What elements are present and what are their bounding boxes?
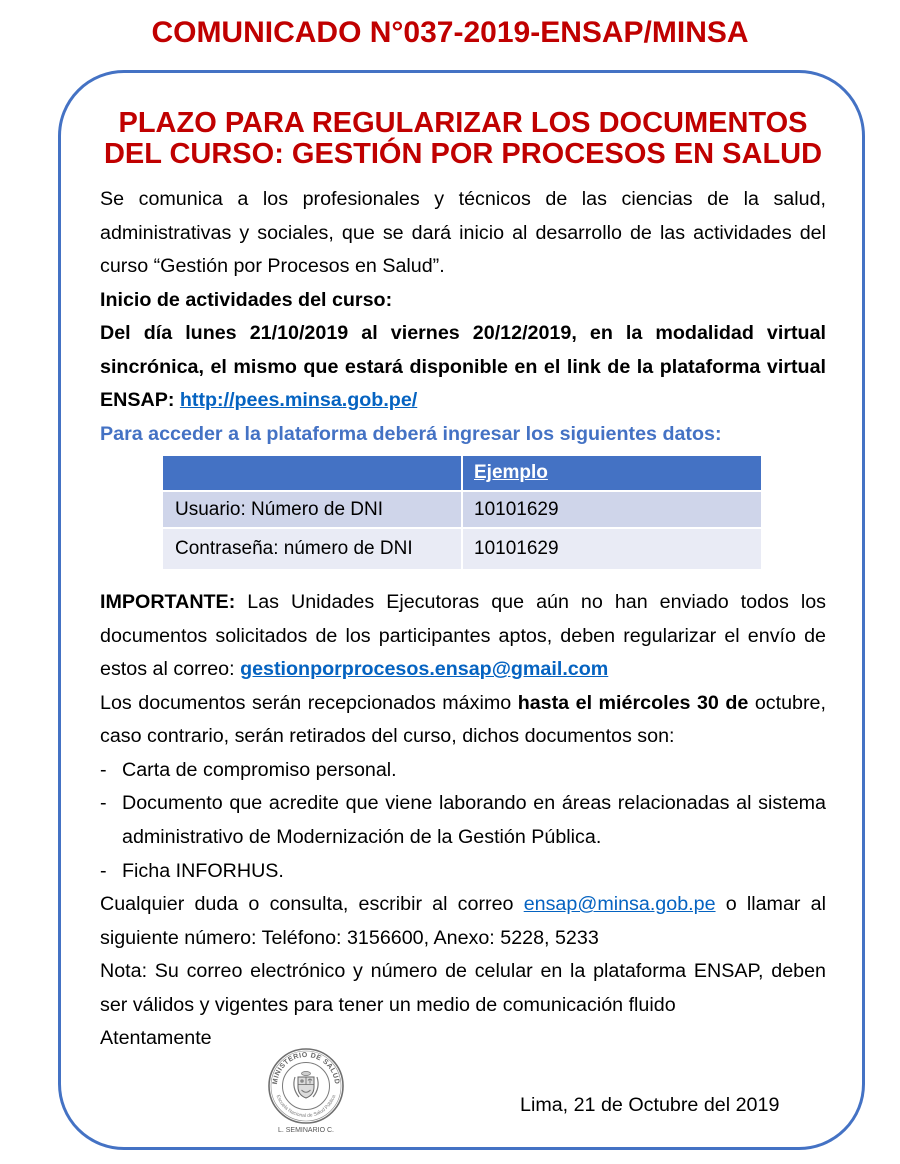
table-header-row: [163, 456, 761, 490]
stamp-outer-text: MINISTERIO DE SALUD: [271, 1051, 341, 1085]
stamp-signature: L. SEMINARIO C.: [277, 1127, 335, 1134]
contact-paragraph: [100, 888, 826, 955]
page-title: COMUNICADO N°037-2019-ENSAP/MINSA: [151, 16, 749, 49]
table-header-field: [163, 456, 461, 490]
requirements-section: [100, 586, 826, 1056]
bullet-marker: -: [100, 758, 107, 781]
important-text: Las Unidades Ejecutoras que aún no han enviado todos los documentos solicitados de los participantes aptos, deben regularizar el envío de estos al correo:: [100, 591, 826, 681]
table-row: [163, 529, 761, 569]
table-cell-username-field: Usuario: Número de DNI: [163, 492, 461, 527]
bullet-marker: -: [100, 792, 107, 815]
institution-stamp: [262, 1046, 352, 1136]
document-item-work-certificate: Documento que acredite que viene laborando en áreas relacionadas al sistema administrativo de Modernización de la Gestión Pública.: [122, 792, 826, 849]
coat-of-arms-icon: [294, 1072, 318, 1099]
contact-text-after: o llamar al siguiente número: Teléfono: 3156600, Anexo: 5228, 5233: [100, 893, 826, 949]
closing-text: Atentamente: [100, 1027, 212, 1050]
list-item: [100, 754, 826, 788]
deadline-text-after: octubre, caso contrario, serán retirados del curso, dichos documentos son:: [100, 691, 826, 748]
contact-text-before: Cualquier duda o consulta, escribir al correo: [100, 893, 514, 916]
bullet-marker: -: [100, 859, 107, 882]
contact-email-link[interactable]: ensap@minsa.gob.pe: [523, 893, 716, 916]
table-cell-password-example: 10101629: [463, 529, 761, 569]
schedule-text: Del día lunes 21/10/2019 al viernes 20/12/2019, en la modalidad virtual sincrónica, el mismo que estará disponible en el link de la plataforma virtual ENSAP:: [100, 322, 826, 412]
list-item: [100, 787, 826, 854]
notice-subtitle: PLAZO PARA REGULARIZAR LOS DOCUMENTOS DEL CURSO: GESTIÓN POR PROCESOS EN SALUD: [103, 107, 823, 170]
note-paragraph: Nota: Su correo electrónico y número de celular en la plataforma ENSAP, deben ser válidos y vigentes para tener un medio de comunicación fluido: [100, 960, 826, 1016]
list-item: [100, 855, 826, 889]
stamp-inner-text: Escuela Nacional de Salud Pública: [274, 1094, 338, 1119]
deadline-text-before: Los documentos serán recepcionados máximo: [100, 691, 512, 714]
deadline-paragraph: [100, 687, 826, 754]
start-heading: Inicio de actividades del curso:: [100, 288, 393, 311]
table-cell-username-example: 10101629: [463, 492, 761, 527]
course-info-section: [100, 183, 826, 451]
table-row: [163, 492, 761, 527]
deadline-date: hasta el miércoles 30 de: [517, 691, 749, 714]
access-instructions: Para acceder a la plataforma deberá ingresar los siguientes datos:: [100, 423, 722, 446]
credentials-table: [161, 454, 763, 571]
place-and-date: Lima, 21 de Octubre del 2019: [520, 1094, 780, 1116]
schedule-paragraph: [100, 317, 826, 418]
table-header-example: Ejemplo: [463, 456, 761, 490]
intro-paragraph: Se comunica a los profesionales y técnicos de las ciencias de la salud, administrativas y sociales, que se dará inicio al desarrollo de las actividades del curso “Gestión por Procesos en Salud”.: [100, 188, 826, 278]
important-paragraph: [100, 586, 826, 687]
document-item-commitment-letter: Carta de compromiso personal.: [122, 758, 397, 781]
platform-link[interactable]: http://pees.minsa.gob.pe/: [179, 389, 418, 412]
important-label: IMPORTANTE:: [100, 591, 236, 614]
document-item-inforhus-form: Ficha INFORHUS.: [122, 859, 284, 882]
required-documents-list: [100, 754, 826, 888]
submission-email-link[interactable]: gestionporprocesos.ensap@gmail.com: [240, 658, 609, 681]
table-cell-password-field: Contraseña: número de DNI: [163, 529, 461, 569]
